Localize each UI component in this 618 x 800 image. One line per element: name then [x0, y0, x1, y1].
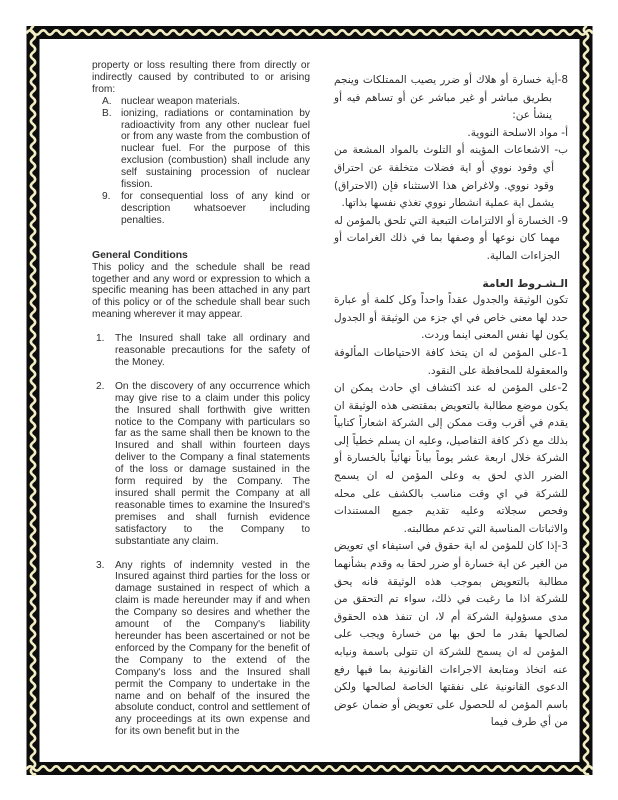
- arabic-column: [334, 72, 568, 732]
- condition-item-3-en: [96, 560, 310, 739]
- exclusion-8b-ar: ب- الاشعاعات المؤينه أو التلوث بالمواد المشعة من أي وقود نووي أو اية فضلات متخلفة عن احتراق وقود نووي. ولاغراض هذا الاستثناء فإن (الاحتراق) يشمل اية عملية انشطار نووي تغذي نفسها بذاتها.: [334, 144, 568, 210]
- exclusion-item-9: [102, 191, 310, 227]
- list-text-9: for consequential loss of any kind or description whatsoever including penalties.: [121, 190, 310, 226]
- condition-item-1-ar: 1-على المؤمن له ان يتخذ كافة الاحتياطات المألوفة والمعقولة للمحافظة على النقود.: [334, 346, 568, 377]
- condition-text-2: On the discovery of any occurrence which may give rise to a claim under this policy the Insured shall forthwith give written notice to the Company with particulars so far as the same shall then be known to the Insured and shall within fourteen days deliver to the Company a final statements of the loss or damage sustained in the form required by the Company. The insured shall permit the Company at all reasonable times to examine the Insured's premises and shall furnish evidence satisfactory to the Company to substantiate any claim.: [115, 380, 310, 547]
- condition-marker-2: 2.: [96, 380, 105, 392]
- general-conditions-heading-ar: الـشـروط العامة: [482, 276, 568, 290]
- list-marker-b: B.: [102, 107, 112, 119]
- border-wave-left: [31, 27, 35, 775]
- list-text-b: ionizing, radiations or contamination by radioactivity from any other nuclear fuel or from any waste from the combustion of nuclear fuel. For the purpose of this exclusion (combustion) shall include any self sustaining procession of nuclear fission.: [121, 107, 310, 191]
- condition-item-2-en: [96, 381, 310, 548]
- general-conditions-heading-en: General Conditions: [92, 249, 188, 261]
- condition-item-1-en: [96, 333, 310, 369]
- condition-marker-1: 1.: [96, 333, 105, 345]
- border-wave-top: [27, 30, 592, 34]
- exclusion-8a-ar: أ- مواد الاسلحة النووية.: [467, 126, 568, 139]
- general-conditions-intro-ar: تكون الوثيقة والجدول عقداً واحداً وكل كلمة أو عبارة حدد لها معنى خاص في اي جزء من الوثيقة أو الجدول يكون لها نفس المعنى اينما وردت.: [334, 294, 568, 342]
- condition-item-3-ar: 3-إذا كان للمؤمن له اية حقوق في استيفاء اي تعويض من الغير عن اية خسارة أو ضرر لحقا به وقدم بشأنهما مطالبة بالتعويض بموجب هذه الوثيقة فانه يحق للشركة اذا ما رغبت في ذلك، سواء تم التحقق من مدى مسؤولية الشركة أم لا، ان تنفذ هذه الحقوق لصالحها بقدر ما لحق بها من خسارة ويجب على المؤمن له ان يسمح للشركة ان تتولى باسمة ونيابه عنه اتخاذ ومتابعة الاجراءات القانونية بما فيها رفع الدعوى القانونية على نفقتها الخاصة لصالحها ولكن باسم المؤمن له للحصول على تعويض أو ضمان عوض من أي طرف فيما: [334, 540, 568, 729]
- general-conditions-intro-en: This policy and the schedule shall be read together and any word or expression to which a specific meaning has been attached in any part of this policy or of the schedule shall bear such meaning wherever it may appear.: [92, 261, 310, 321]
- condition-marker-3: 3.: [96, 559, 105, 571]
- border-wave-right: [584, 27, 588, 775]
- list-marker-a: A.: [102, 95, 112, 107]
- exclusion-9-ar: 9- الخسارة أو الالتزامات التبعية التي تلحق بالمؤمن له مهما كان نوعها أو وصفها بما في ذلك الغرامات أو الجزاءات المالية.: [334, 214, 568, 262]
- condition-item-2-ar: 2-على المؤمن له عند اكتشاف اي حادث يمكن ان يكون موضع مطالبة بالتعويض بمقتضى هذه الوثيقة ان يقدم في أقرب وقت ممكن إلى الشركة اشعاراً كتابياً بذلك مع ذكر كافة التفاصيل، وعليه ان يسلم خطياً إلى الشركة خلال اربعة عشر يوماً بياناً نهائياً بالخسارة أو الضرر الذي لحق به وعلى المؤمن له ان يسمح للشركة في اي وقت مناسب بالكشف على محله وفحص سجلاته وعليه تقديم جميع المستندات والاثباتات المناسبة التي تدعم مطالبته.: [334, 382, 568, 535]
- exclusion-8-continuation: property or loss resulting there from directly or indirectly caused by contributed to or arising from:: [92, 60, 310, 95]
- exclusion-8-ar: 8-أية خسارة أو هلاك أو ضرر يصيب الممتلكات وينجم بطريق مباشر أو غير مباشر عن أو تساهم فيه أو ينشأ عن:: [334, 74, 568, 122]
- list-marker-9: 9.: [102, 190, 111, 202]
- condition-text-3: Any rights of indemnity vested in the Insured against third parties for the loss or damage sustained in respect of which a claim is made hereunder may if and when the Company so desires and whether the amount of the Company's liability hereunder has been ascertained or not be enforced by the Company for the benefit of the Company to the extend of the Company's loss and the Insured shall permit the Company to undertake in the name and on behalf of the insured the absolute conduct, control and settlement of any proceedings at its own expense and for its own benefit but in the: [115, 559, 310, 738]
- list-text-a: nuclear weapon materials.: [121, 95, 240, 107]
- border-wave-bottom: [27, 766, 592, 770]
- condition-text-1: The Insured shall take all ordinary and reasonable precautions for the safety of the Money.: [115, 333, 310, 368]
- exclusion-item-a: [102, 96, 310, 108]
- exclusion-item-b: [102, 108, 310, 191]
- english-column: [92, 60, 310, 738]
